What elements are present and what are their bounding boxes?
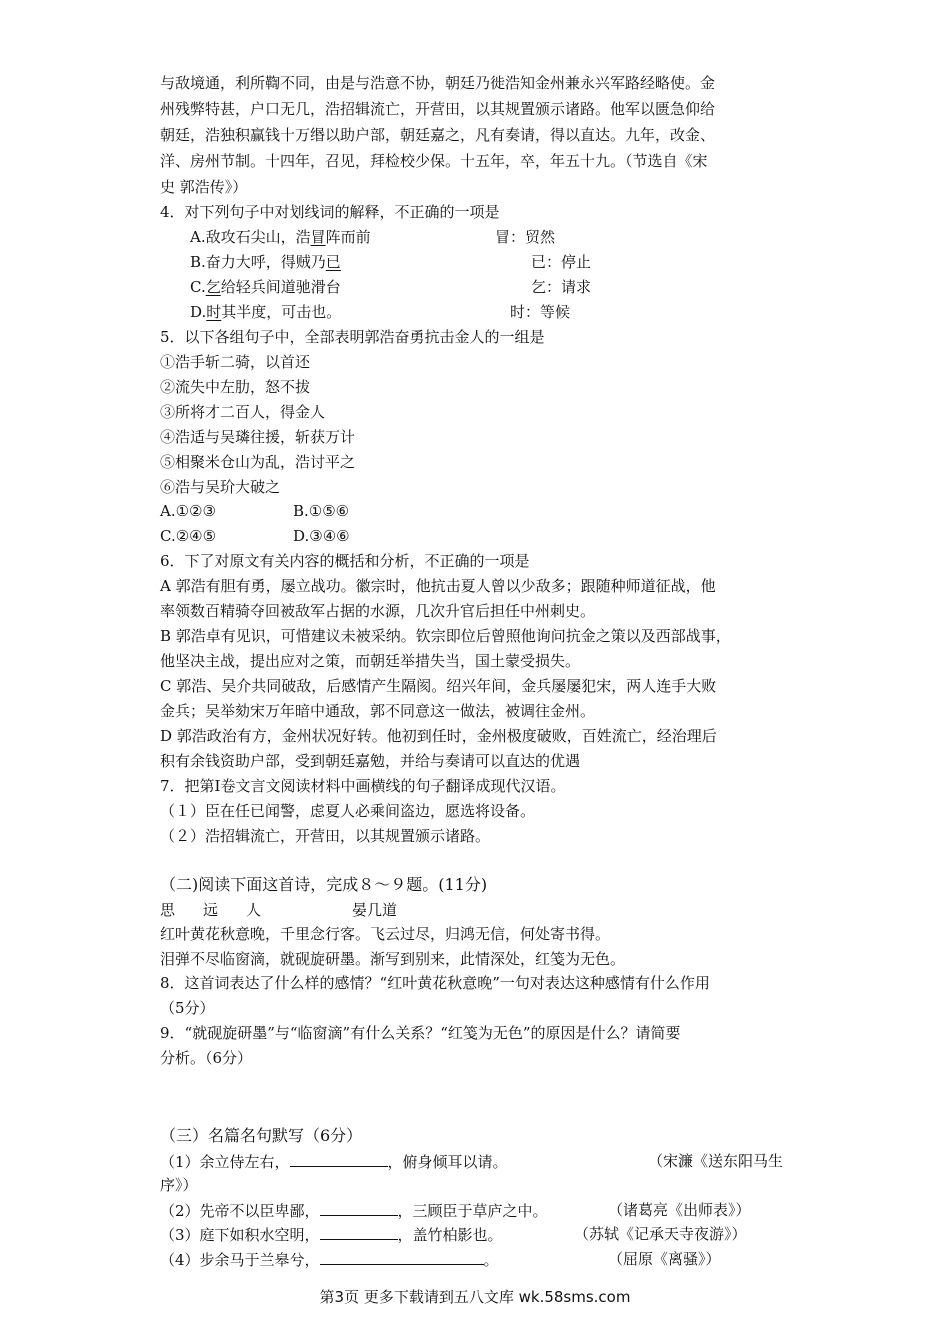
passage-line: 州残弊特甚，户口无几，浩招辑流亡，开营田，以其规置颁示诸路。他军以匮急仰给 — [160, 100, 716, 118]
q4-option-c-rest: 给轻兵间道驰滑台 — [220, 278, 341, 296]
recite-q1-source: （宋濂《送东阳马生 — [648, 1152, 784, 1170]
q8-line: 8．这首词表达了什么样的感情？“红叶黄花秋意晚”一句对表达这种感情有什么作用 — [160, 974, 710, 992]
q6-line: C 郭浩、吴介共同破敌，后感情产生隔阂。绍兴年间，金兵屡屡犯宋，两人连手大败 — [160, 677, 717, 695]
poem-author: 晏几道 — [352, 901, 398, 919]
q4-option-d-explanation: 时：等候 — [510, 303, 571, 321]
q4-option-c-explanation: 乞：请求 — [531, 278, 592, 296]
recite-q1-blank — [290, 1150, 388, 1167]
recite-q2-source: （诸葛亮《出师表》） — [608, 1201, 751, 1219]
recite-q4-source: （屈原《离骚》） — [608, 1250, 721, 1268]
q6-line: 金兵；吴举劾宋万年暗中通敌，郭不同意这一做法，被调往金州。 — [160, 702, 596, 720]
q5-item: ⑤相聚米仓山为乱，浩讨平之 — [160, 453, 356, 471]
q5-item: ⑥浩与吴玠大破之 — [160, 478, 281, 496]
poem-line: 红叶黄花秋意晚，千里念行客。飞云过尽，归鸿无信，何处寄书得。 — [160, 925, 611, 943]
recite-q4-blank — [320, 1248, 484, 1265]
q5-item: ④浩适与吴璘往援，斩获万计 — [160, 428, 356, 446]
passage-line: 洋、房州节制。十四年，召见，拜检校少保。十五年，卒，年五十九。（节选自《宋 — [160, 152, 708, 170]
section3-header: （三）名篇名句默写（6分） — [160, 1126, 363, 1145]
q4-option-d-underlined: 时 — [206, 303, 222, 321]
recite-q2-suffix: ，三顾臣于草庐之中。 — [397, 1202, 548, 1220]
q6-line: D 郭浩政治有方，金州状况好转。他初到任时，金州极度破败，百姓流亡，经治理后 — [160, 727, 717, 745]
poem-line: 泪弹不尽临窗滴，就砚旋研墨。渐写到别来，此情深处，红笺为无色。 — [160, 950, 626, 968]
q4-option-d-rest: 其半度，可击也。 — [221, 303, 342, 321]
q5-choice-b: B.①⑤⑥ — [293, 502, 350, 520]
q6-line: 他坚决主战，提出应对之策，而朝廷举措失当，国土蒙受损失。 — [160, 652, 581, 670]
q9-line: 9．“就砚旋研墨”与“临窗滴”有什么关系？“红笺为无色”的原因是什么？请简要 — [160, 1024, 681, 1042]
q7-item: （２）浩招辑流亡，开营田，以其规置颁示诸路。 — [160, 827, 491, 845]
q4-option-c-underlined: 乞 — [205, 278, 221, 296]
recite-q1-prefix: （1）余立侍左右， — [160, 1153, 290, 1171]
recite-q1-source-cont: 序》） — [160, 1176, 198, 1194]
q7-stem: 7．把第Ⅰ卷文言文阅读材料中画横线的句子翻译成现代汉语。 — [160, 777, 566, 795]
q4-option-c — [190, 276, 830, 298]
passage-line: 史 郭浩传》） — [160, 178, 248, 196]
q5-item: ①浩手斩二骑，以首还 — [160, 353, 311, 371]
q4-option-a-underlined: 冒 — [310, 228, 326, 246]
q4-option-c-text: C. — [190, 278, 206, 296]
q5-choice-c: C.②④⑤ — [160, 527, 217, 545]
recite-q2-prefix: （2）先帝不以臣卑鄙， — [160, 1202, 320, 1220]
q4-option-d-text: D. — [190, 303, 207, 321]
q4-stem: 4．对下列句子中对划线词的解释，不正确的一项是 — [160, 203, 500, 221]
page-footer: 第3页 更多下载请到五八文库 wk.58sms.com — [319, 1288, 631, 1306]
recite-q4-prefix: （4）步余马于兰皋兮， — [160, 1251, 320, 1269]
q9-line: 分析。（6分） — [160, 1049, 253, 1067]
q6-line: B 郭浩卓有见识，可惜建议未被采纳。钦宗即位后曾照他询问抗金之策以及西部战事， — [160, 627, 731, 645]
poem-title: 思远人 — [160, 901, 290, 919]
q5-item: ②流失中左肋，怒不拔 — [160, 378, 311, 396]
passage-line: 与敌境通，利所鞫不同，由是与浩意不协，朝廷乃徙浩知金州兼永兴军路经略使。金 — [160, 74, 716, 92]
q6-stem: 6．下了对原文有关内容的概括和分析，不正确的一项是 — [160, 552, 530, 570]
q4-option-a-explanation: 冒：贸然 — [495, 228, 556, 246]
q6-line: 率领数百精骑夺回被敌军占据的水源，几次升官后担任中州刺史。 — [160, 602, 596, 620]
q5-choice-a: A.①②③ — [160, 502, 216, 520]
q4-option-b — [190, 251, 830, 273]
q4-option-a-text: A.敌攻石尖山，浩 — [190, 228, 311, 246]
q5-stem: 5．以下各组句子中，全部表明郭浩奋勇抗击金人的一组是 — [160, 328, 545, 346]
recite-q3-blank — [320, 1223, 398, 1240]
q4-option-b-underlined: 已 — [325, 253, 341, 271]
q6-line: A 郭浩有胆有勇，屡立战功。徽宗时，他抗击夏人曾以少敌多；跟随种师道征战，他 — [160, 577, 716, 595]
q4-option-b-text: B.奋力大呼，得贼乃 — [190, 253, 326, 271]
q4-option-a-rest: 阵而前 — [325, 228, 371, 246]
recite-q2-blank — [320, 1199, 398, 1216]
q6-line: 积有余钱资助户部，受到朝廷嘉勉，并给与奏请可以直达的优遇 — [160, 752, 581, 770]
recite-q4-suffix: 。 — [483, 1251, 499, 1269]
q7-item: （１）臣在任已闻警，虑夏人必乘间盗边，愿选将设备。 — [160, 802, 536, 820]
q4-option-b-explanation: 已：停止 — [531, 253, 592, 271]
recite-q3-suffix: ，盖竹柏影也。 — [397, 1226, 503, 1244]
recite-q3-prefix: （3）庭下如积水空明， — [160, 1226, 320, 1244]
q8-line: （5分） — [160, 999, 215, 1017]
q5-item: ③所将才二百人，得金人 — [160, 403, 326, 421]
recite-q1-suffix: ，俯身倾耳以请。 — [387, 1153, 508, 1171]
recite-q3-source: （苏轼《记承天寺夜游》） — [574, 1225, 747, 1243]
passage-line: 朝廷，浩独积赢钱十万缗以助户部，朝廷嘉之，凡有奏请，得以直达。九年，改金、 — [160, 126, 716, 144]
q5-choice-d: D.③④⑥ — [293, 527, 350, 545]
section2-header: （二)阅读下面这首诗，完成８～９题。(11分) — [160, 875, 488, 894]
